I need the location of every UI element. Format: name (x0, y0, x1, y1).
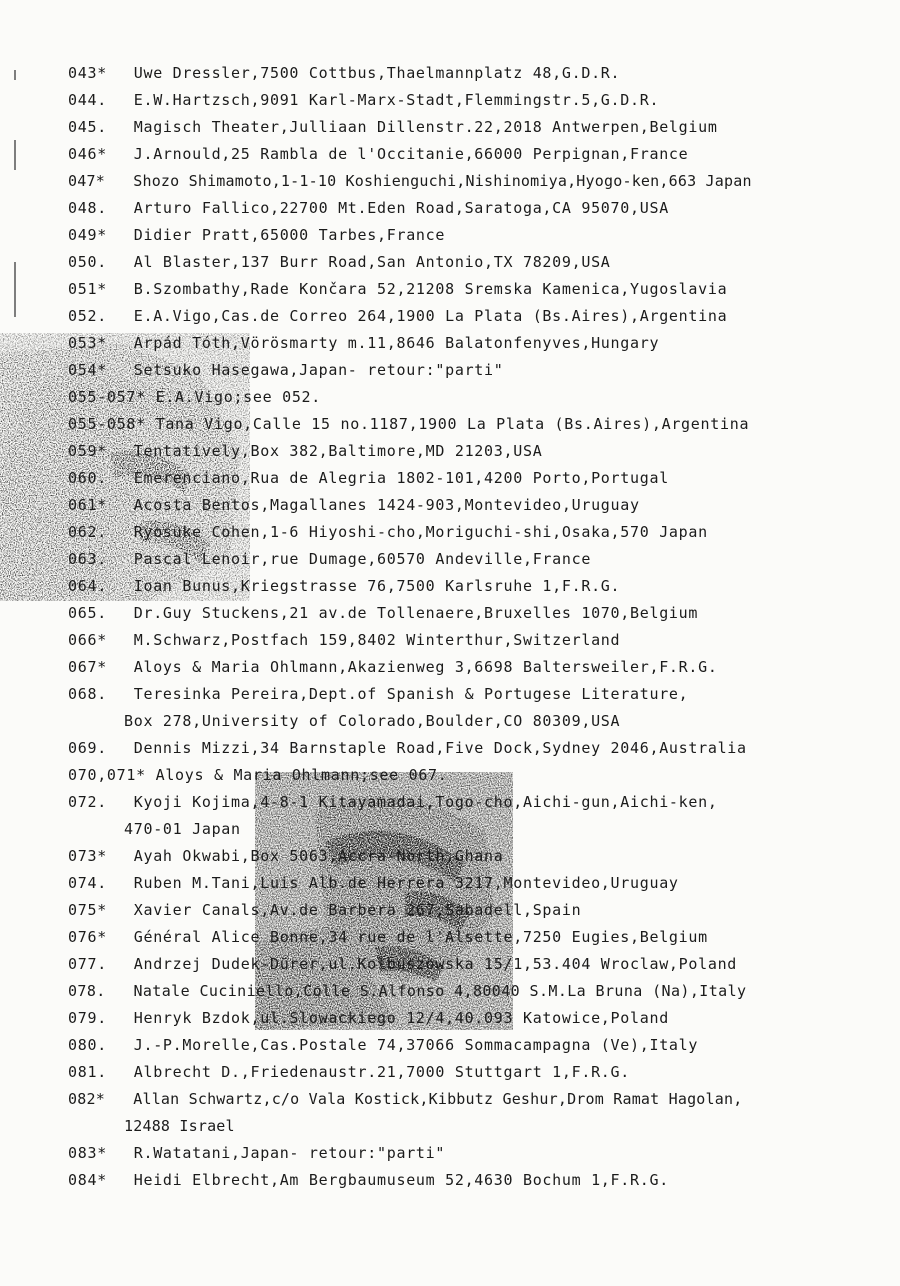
address-entry (68, 951, 888, 978)
entry-number: 044. (68, 91, 107, 109)
entry-text: Allan Schwartz,c/o Vala Kostick,Kibbutz Geshur,Drom Ramat Hagolan, (133, 1090, 743, 1108)
address-entry (68, 978, 888, 1005)
entry-number: 060. (68, 469, 107, 487)
entry-text: Dr.Guy Stuckens,21 av.de Tollenaere,Bruxelles 1070,Belgium (133, 604, 699, 622)
address-entry (68, 654, 888, 681)
entry-text: Acosta Bentos,Magallanes 1424-903,Montevideo,Uruguay (133, 496, 640, 514)
entry-text: Général Alice Bonne,34 rue de l'Alsette,7250 Eugies,Belgium (133, 928, 708, 946)
address-entry (68, 141, 888, 168)
address-entry (68, 600, 888, 627)
entry-text: E.A.Vigo,Cas.de Correo 264,1900 La Plata (Bs.Aires),Argentina (133, 307, 728, 325)
address-entry (68, 546, 888, 573)
address-entry (68, 870, 888, 897)
address-entry (68, 492, 888, 519)
entry-text: Dennis Mizzi,34 Barnstaple Road,Five Dock,Sydney 2046,Australia (133, 739, 747, 757)
entry-number: 080. (68, 1036, 107, 1054)
address-entry (68, 789, 888, 843)
entry-text: Shozo Shimamoto,1-1-10 Koshienguchi,Nishinomiya,Hyogo-ken,663 Japan (133, 172, 752, 190)
entry-number: 063. (68, 550, 107, 568)
address-entry (68, 303, 888, 330)
address-entry (68, 1140, 888, 1167)
entry-number: 070,071* (68, 766, 146, 784)
entry-number: 078. (68, 982, 106, 1000)
entry-number: 059* (68, 442, 107, 460)
entry-number: 061* (68, 496, 107, 514)
address-entry (68, 60, 888, 87)
address-entry (68, 438, 888, 465)
entry-text: E.A.Vigo;see 052. (155, 388, 322, 406)
address-list (68, 60, 888, 1194)
entry-text: Tentatively,Box 382,Baltimore,MD 21203,USA (133, 442, 543, 460)
address-entry (68, 1167, 888, 1194)
address-entry (68, 843, 888, 870)
entry-number: 074. (68, 874, 107, 892)
entry-text: Setsuko Hasegawa,Japan- retour:"parti" (133, 361, 504, 379)
entry-text: J.-P.Morelle,Cas.Postale 74,37066 Sommacampagna (Ve),Italy (133, 1036, 699, 1054)
entry-number: 073* (68, 847, 107, 865)
entry-text: Ayah Okwabi,Box 5063,Accra-North,Ghana (133, 847, 504, 865)
entry-number: 052. (68, 307, 107, 325)
entry-number: 047* (68, 172, 105, 190)
binding-mark (14, 140, 16, 170)
entry-text: Andrzej Dudek-Dürer,ul.Kolbuszowska 15/1,53.404 Wroclaw,Poland (133, 955, 738, 973)
entry-text: Albrecht D.,Friedenaustr.21,7000 Stuttgart 1,F.R.G. (133, 1063, 631, 1081)
entry-continuation: 470-01 Japan (124, 820, 241, 838)
address-entry (68, 330, 888, 357)
address-entry (68, 168, 888, 195)
entry-text: Arturo Fallico,22700 Mt.Eden Road,Saratoga,CA 95070,USA (133, 199, 669, 217)
address-entry (68, 762, 888, 789)
entry-number: 082* (68, 1090, 105, 1108)
binding-mark (14, 262, 16, 317)
entry-number: 069. (68, 739, 107, 757)
entry-text: Pascal Lenoir,rue Dumage,60570 Andeville,France (133, 550, 592, 568)
address-entry (68, 897, 888, 924)
entry-text: M.Schwarz,Postfach 159,8402 Winterthur,Switzerland (133, 631, 621, 649)
entry-continuation: 12488 Israel (124, 1117, 235, 1135)
entry-number: 076* (68, 928, 107, 946)
address-entry (68, 681, 888, 735)
entry-text: Henryk Bzdok,ul.Slowackiego 12/4,40.093 Katowice,Poland (133, 1009, 669, 1027)
address-entry (68, 1059, 888, 1086)
entry-number: 065. (68, 604, 107, 622)
address-entry (68, 519, 888, 546)
address-entry (68, 924, 888, 951)
entry-text: Ruben M.Tani,Luis Alb.de Herrera 3217,Montevideo,Uruguay (133, 874, 679, 892)
address-entry (68, 357, 888, 384)
entry-number: 049* (68, 226, 107, 244)
entry-number: 077. (68, 955, 107, 973)
address-entry (68, 114, 888, 141)
entry-text: Didier Pratt,65000 Tarbes,France (133, 226, 446, 244)
entry-number: 045. (68, 118, 107, 136)
entry-text: Heidi Elbrecht,Am Bergbaumuseum 52,4630 Bochum 1,F.R.G. (133, 1171, 669, 1189)
address-entry (68, 1032, 888, 1059)
entry-number: 083* (68, 1144, 107, 1162)
entry-text: Ioan Bunus,Kriegstrasse 76,7500 Karlsruhe 1,F.R.G. (133, 577, 621, 595)
entry-number: 072. (68, 793, 107, 811)
entry-number: 084* (68, 1171, 107, 1189)
entry-number: 048. (68, 199, 107, 217)
entry-number: 050. (68, 253, 107, 271)
entry-number: 062. (68, 523, 107, 541)
address-entry (68, 87, 888, 114)
entry-text: R.Watatani,Japan- retour:"parti" (133, 1144, 446, 1162)
entry-number: 075* (68, 901, 107, 919)
entry-number: 055-058* (68, 415, 146, 433)
entry-text: Xavier Canals,Av.de Barbera 267,Sabadell,Spain (133, 901, 582, 919)
entry-number: 066* (68, 631, 107, 649)
address-entry (68, 222, 888, 249)
address-entry (68, 1005, 888, 1032)
entry-text: B.Szombathy,Rade Končara 52,21208 Sremska Kamenica,Yugoslavia (133, 280, 728, 298)
entry-text: E.W.Hartzsch,9091 Karl-Marx-Stadt,Flemmingstr.5,G.D.R. (133, 91, 660, 109)
entry-text: Al Blaster,137 Burr Road,San Antonio,TX 78209,USA (133, 253, 611, 271)
entry-text: Aloys & Maria Ohlmann;see 067. (155, 766, 448, 784)
entry-number: 079. (68, 1009, 107, 1027)
address-entry (68, 384, 888, 411)
entry-text: Magisch Theater,Julliaan Dillenstr.22,2018 Antwerpen,Belgium (133, 118, 718, 136)
entry-number: 064. (68, 577, 107, 595)
entry-number: 067* (68, 658, 107, 676)
address-entry (68, 249, 888, 276)
entry-text: J.Arnould,25 Rambla de l'Occitanie,66000 Perpignan,France (133, 145, 689, 163)
entry-number: 055-057* (68, 388, 146, 406)
entry-text: Teresinka Pereira,Dept.of Spanish & Portugese Literature, (133, 685, 689, 703)
entry-number: 068. (68, 685, 107, 703)
entry-text: Arpád Tóth,Vörösmarty m.11,8646 Balatonfenyves,Hungary (133, 334, 660, 352)
entry-number: 054* (68, 361, 107, 379)
address-entry (68, 735, 888, 762)
entry-text: Kyoji Kojima,4-8-1 Kitayamadai,Togo-cho,Aichi-gun,Aichi-ken, (133, 793, 718, 811)
entry-text: Ryosuke Cohen,1-6 Hiyoshi-cho,Moriguchi-shi,Osaka,570 Japan (133, 523, 708, 541)
entry-text: Uwe Dressler,7500 Cottbus,Thaelmannplatz 48,G.D.R. (133, 64, 621, 82)
address-entry (68, 627, 888, 654)
entry-text: Emerenciano,Rua de Alegria 1802-101,4200 Porto,Portugal (133, 469, 669, 487)
address-entry (68, 465, 888, 492)
address-entry (68, 573, 888, 600)
entry-number: 081. (68, 1063, 107, 1081)
entry-text: Aloys & Maria Ohlmann,Akazienweg 3,6698 Baltersweiler,F.R.G. (133, 658, 718, 676)
entry-number: 051* (68, 280, 107, 298)
entry-continuation: Box 278,University of Colorado,Boulder,CO 80309,USA (124, 712, 621, 730)
address-entry (68, 1086, 888, 1140)
entry-text: Tana Vigo,Calle 15 no.1187,1900 La Plata (Bs.Aires),Argentina (155, 415, 750, 433)
entry-number: 043* (68, 64, 107, 82)
entry-number: 053* (68, 334, 107, 352)
address-entry (68, 195, 888, 222)
address-entry (68, 411, 888, 438)
entry-text: Natale Cuciniello,Colle S.Alfonso 4,80040 S.M.La Bruna (Na),Italy (133, 982, 747, 1000)
binding-mark (14, 70, 16, 80)
entry-number: 046* (68, 145, 107, 163)
address-entry (68, 276, 888, 303)
